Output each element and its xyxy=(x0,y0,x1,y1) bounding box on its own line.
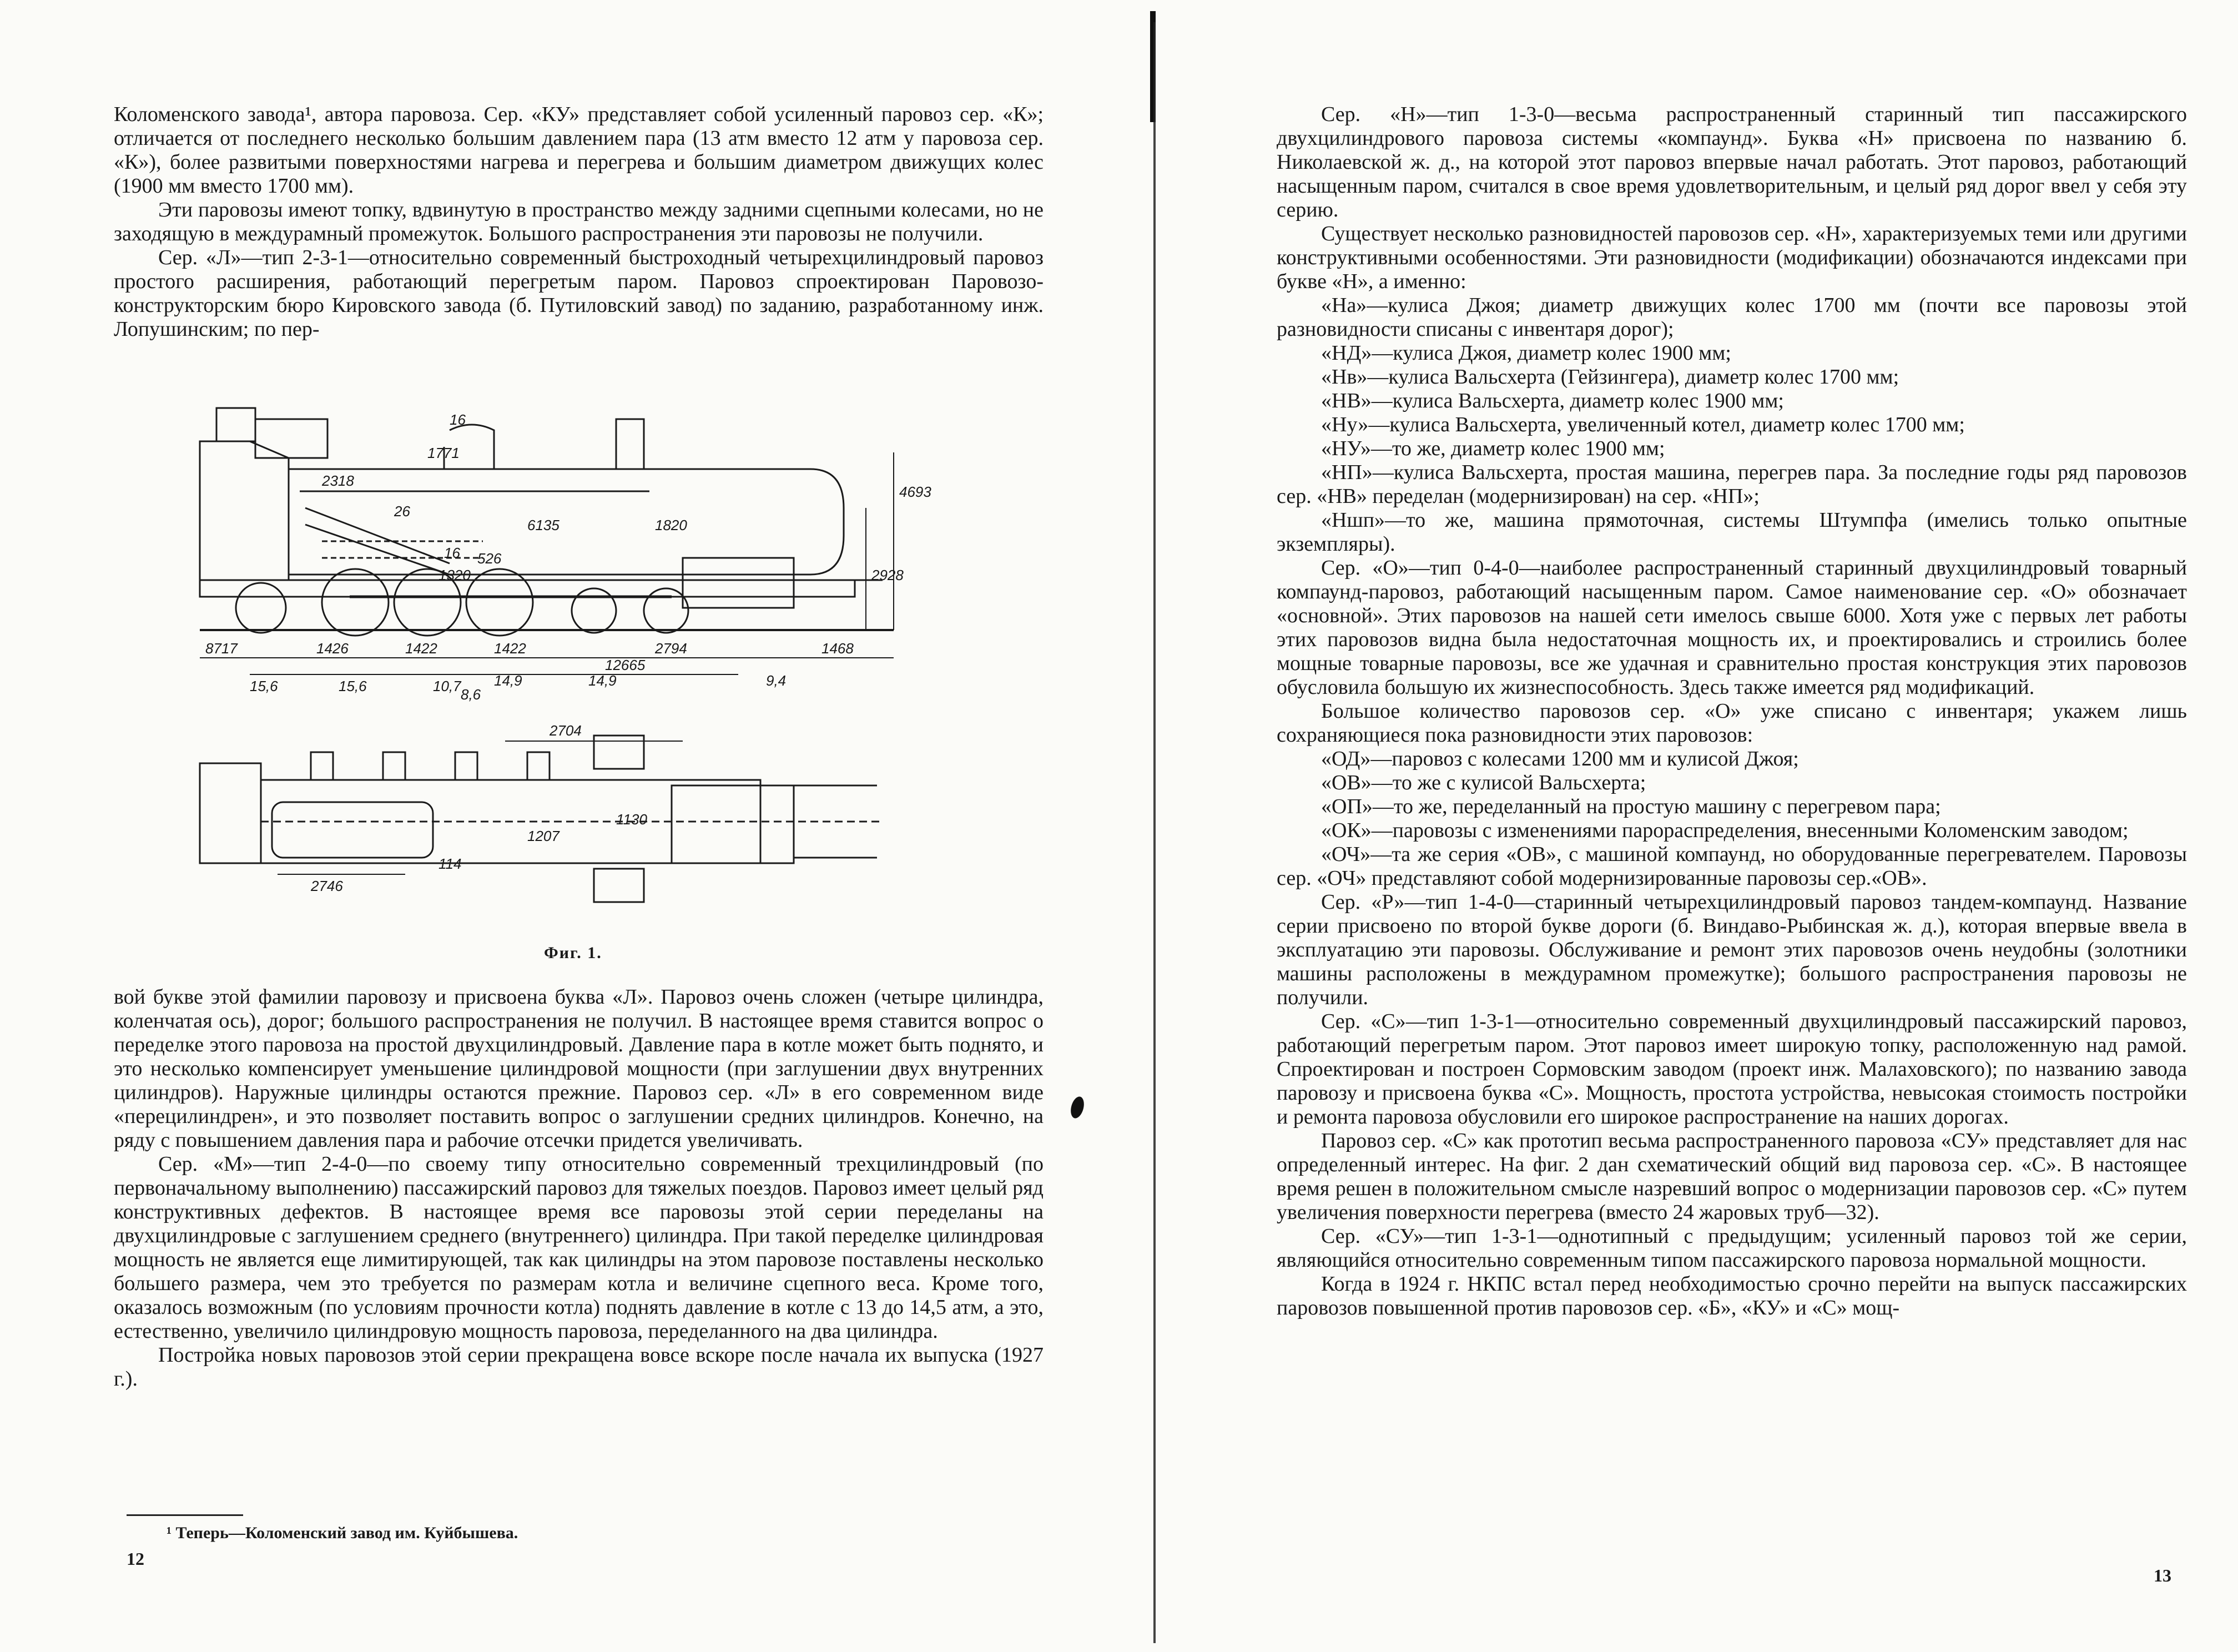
side-elevation xyxy=(200,408,894,674)
page-number: 12 xyxy=(127,1549,144,1569)
dim-label: 8717 xyxy=(205,640,238,657)
paragraph: Сер. «С»—тип 1-3-1—относительно современный двухцилиндровый пассажирский паровоз, работающий перегретым паром. Этот паровоз имеет широкую топку, расположенную над рамой. Спроектирован и построен Сормовским заводом (проект инж. Малаховского); по названию завода паровозу и присвоена буква «С». Мощность, простота устройства, невысокая стоимость постройки и ремонта паровоза обусловили его широкое распространение на наших дорогах. xyxy=(1277,1010,2187,1129)
dim-label: 16 xyxy=(444,545,460,561)
firebox-plan xyxy=(272,802,433,858)
list-item: «ОВ»—то же с кулисой Вальсхерта; xyxy=(1321,771,1646,794)
right-page xyxy=(1143,0,2238,1652)
dim-label: 2746 xyxy=(311,878,343,894)
left-bottom-text xyxy=(114,985,1044,1391)
trailing-wheel xyxy=(236,583,286,633)
paragraph: Сер. «СУ»—тип 1-3-1—однотипный с предыдущим; усиленный паровоз той же серии, являющийся относительно современным типом пассажирского паровоза нормальной мощности. xyxy=(1277,1225,2187,1272)
roof-box xyxy=(255,419,327,458)
dim-label: 2794 xyxy=(655,640,687,657)
cylinder-plan xyxy=(594,869,644,902)
paragraph: Коломенского завода¹, автора паровоза. Сер. «КУ» представляет собой усиленный паровоз сер. «К»; отличается от последнего несколько большим давлением пара (13 атм вместо 12 атм у паровоза сер. «К»), более развитыми поверхностями нагрева и перегрева и большим диаметром движущих колес (1900 мм вместо 1700 мм). xyxy=(114,103,1044,198)
dim-label: 1320 xyxy=(438,567,471,583)
paragraph: Когда в 1924 г. НКПС встал перед необходимостью срочно перейти на выпуск пассажирских паровозов повышенной против паровозов сер. «Б», «КУ» и «С» мощ- xyxy=(1277,1272,2187,1319)
dim-label: 114 xyxy=(438,855,462,872)
dim-label: 1426 xyxy=(316,640,349,657)
dim-label: 1130 xyxy=(616,811,647,828)
weight-label: 10,7 xyxy=(433,678,461,694)
chimney xyxy=(616,419,644,469)
paragraph: Сер. «М»—тип 2-4-0—по своему типу относительно современный трехцилиндровый (по первоначальному выполнению) пассажирский паровоз для тяжелых поездов. Паровоз имеет целый ряд конструктивных дефектов. В настоящее время все паровозы этой серии переделаны на двухцилиндровые с заглушением среднего (внутреннего) цилиндра. При такой переделке цилиндровая мощность не является еще лимитирующей, так как цилиндры на этом паровозе поставлены несколько большего размера, чем это требуется по размерам котла и величине сцепного веса. Кроме того, оказалось возможным (по условиям прочности котла) поднять давление в котле с 13 до 14,5 атм, а это, естественно, увеличило цилиндровую мощность паровоза, переделанного на два цилиндра. xyxy=(114,1152,1044,1343)
weight-label: 9,4 xyxy=(766,672,787,689)
wheel-plan xyxy=(383,752,405,780)
dim-label: 12665 xyxy=(605,657,646,673)
ink-blot xyxy=(1068,1095,1086,1120)
list-item: «Ну»—кулиса Вальсхерта, увеличенный котел, диаметр колес 1700 мм; xyxy=(1321,413,1965,436)
bogie-plan xyxy=(672,785,794,863)
list-item: «Нв»—кулиса Вальсхерта (Гейзингера), диаметр колес 1700 мм; xyxy=(1321,365,1899,389)
paragraph: Большое количество паровозов сер. «О» уже списано с инвентаря; укажем лишь сохраняющиеся пока разновидности этих паровозов: xyxy=(1277,699,2187,747)
list-item: «ОП»—то же, переделанный на простую машину с перегревом пара; xyxy=(1321,795,1941,818)
side-dimensions xyxy=(205,411,931,703)
paragraph: Эти паровозы имеют топку, вдвинутую в пространство между задними сцепными колесами, но не заходящую в междурамный промежуток. Большого распространения эти паровозы не получили. xyxy=(114,198,1044,245)
locomotive-drawing xyxy=(183,397,994,952)
paragraph: вой букве этой фамилии паровозу и присвоена буква «Л». Паровоз очень сложен (четыре цилиндра, коленчатая ось), дорог; большого распространения не получил. В настоящее время ставится вопрос о переделке этого паровоза на простой двухцилиндровый. Давление пара в котле может быть поднято, и это несколько компенсирует уменьшение цилиндровой мощности (при заглушении двух внутренних цилиндров). Наружные цилиндры остаются прежние. Паровоз сер. «Л» в его современном виде «перецилиндрен», и это позволяет поставить вопрос о заглушении средних цилиндров. Конечно, на ряду с повышением давления пара и рабочие отсечки придется увеличивать. xyxy=(114,985,1044,1152)
list-item: «На»—кулиса Джоя; диаметр движущих колес 1700 мм (почти все паровозы этой разновидности списаны с инвентаря дорог); xyxy=(1277,294,2187,341)
dim-label: 2318 xyxy=(322,472,354,489)
list-item: «НВ»—кулиса Вальсхерта, диаметр колес 1900 мм; xyxy=(1321,389,1784,412)
wheel-plan xyxy=(527,752,550,780)
dim-label: 1820 xyxy=(655,517,687,533)
dim-label: 4693 xyxy=(899,483,931,500)
page-number: 13 xyxy=(2154,1565,2171,1585)
figure-caption: Фиг. 1. xyxy=(544,944,602,962)
dim-label: 1207 xyxy=(527,828,560,844)
weight-label: 15,6 xyxy=(339,678,367,694)
paragraph: Сер. «Р»—тип 1-4-0—старинный четырехцилиндровый паровоз тандем-компаунд. Название серии присвоено по второй букве дороги (б. Виндаво-Рыбинская ж. д.), которая впервые ввела в эксплуатацию эти паровозы. Обслуживание и ремонт этих паровозов очень неудобны (золотники машины расположены в междурамном промежутке); большого распространения паровозы не получили. xyxy=(1277,890,2187,1009)
left-top-text xyxy=(114,103,1044,341)
cab xyxy=(200,441,289,580)
dim-label: 16 xyxy=(450,411,466,428)
cab-roof xyxy=(216,408,255,441)
bogie-wheel xyxy=(644,588,688,633)
dim-label: 2704 xyxy=(550,722,582,739)
wheel-plan xyxy=(455,752,477,780)
weight-label: 8,6 xyxy=(461,686,481,703)
bogie-wheel xyxy=(572,588,616,633)
dim-label: 6135 xyxy=(527,517,560,533)
dim-label: 1771 xyxy=(427,445,460,461)
dim-label: 1468 xyxy=(821,640,854,657)
list-item: «ОК»—паровозы с изменениями парораспределения, внесенными Коломенским заводом; xyxy=(1321,819,2129,842)
weight-label: 14,9 xyxy=(588,672,617,689)
cab-plan xyxy=(200,763,261,863)
paragraph: Сер. «Н»—тип 1-3-0—весьма распространенный старинный тип пассажирского двухцилиндрового паровоза системы «компаунд». Буква «Н» присвоена по названию б. Николаевской ж. д., на которой этот паровоз впервые начал работать. Этот паровоз, работающий насыщенным паром, считался в свое время удовлетворительным, и целый ряд дорог ввел у себя эту серию. xyxy=(1277,103,2187,221)
firebox-line xyxy=(305,508,450,563)
right-text xyxy=(1277,103,2187,1320)
dim-label: 26 xyxy=(394,503,410,520)
weight-label: 15,6 xyxy=(250,678,278,694)
footnote: ¹ Теперь—Коломенский завод им. Куйбышева. xyxy=(167,1524,518,1542)
paragraph: Существует несколько разновидностей паровозов сер. «Н», характеризуемых теми или другими конструктивными особенностями. Эти разновидности (модификации) обозначаются индексами при букве «Н», а именно: xyxy=(1277,222,2187,293)
dim-label: 1422 xyxy=(494,640,526,657)
cylinder xyxy=(683,558,794,608)
driving-wheel xyxy=(322,569,389,636)
paragraph: Сер. «Л»—тип 2-3-1—относительно современный быстроходный четырехцилиндровый паровоз простого расширения, работающий перегретым паром. Паровоз спроектирован Паровозо-конструкторским бюро Кировского завода (б. Путиловский завод) по заданию, разработанному инж. Лопушинским; по пер- xyxy=(114,246,1044,341)
footnote-rule xyxy=(127,1514,243,1516)
list-item: «НД»—кулиса Джоя, диаметр колес 1900 мм; xyxy=(1321,341,1731,365)
dim-label: 1422 xyxy=(405,640,437,657)
dim-label: 2928 xyxy=(871,567,904,583)
firebox-line xyxy=(305,525,450,575)
paragraph: Сер. «О»—тип 0-4-0—наиболее распространенный старинный двухцилиндровый товарный компаунд-паровоз, работающий насыщенным паром. Самое наименование сер. «О» обозначает «основной». Этих паровозов на нашей сети имелось свыше 6000. Хотя уже с первых лет работы этих паровозов видна была недостаточная мощность их, и проектировались и строились более мощные товарные паровозы, все же удачная и сравнительно простая конструкция этих паровозов обусловила большую их жизнеспособность. Здесь также имеется ряд модификаций. xyxy=(1277,556,2187,699)
paragraph: Паровоз сер. «С» как прототип весьма распространенного паровоза «СУ» представляет для нас определенный интерес. На фиг. 2 дан схематический общий вид паровоза сер. «С». В настоящее время решен в положительном смысле назревший вопрос о модернизации паровозов сер. «С» путем увеличения поверхности перегрева (вместо 24 жаровых труб—32). xyxy=(1277,1129,2187,1224)
list-item: «НП»—кулиса Вальсхерта, простая машина, перегрев пара. За последние годы ряд паровозов сер. «НВ» переделан (модернизирован) на сер. «НП»; xyxy=(1277,461,2187,508)
list-item: «НУ»—то же, диаметр колес 1900 мм; xyxy=(1321,437,1665,460)
dim-label: 526 xyxy=(477,550,502,567)
paragraph: Постройка новых паровозов этой серии прекращена вовсе вскоре после начала их выпуска (1927 г.). xyxy=(114,1343,1044,1391)
plan-view xyxy=(200,736,883,902)
list-item: «Ншп»—то же, машина прямоточная, системы Штумпфа (имелись только опытные экземпляры). xyxy=(1277,508,2187,556)
list-item: «ОЧ»—та же серия «ОВ», с машиной компаунд, но оборудованные перегревателем. Паровозы сер. «ОЧ» представляют собой модернизированные паровозы сер.«ОВ». xyxy=(1277,843,2187,890)
list-item: «ОД»—паровоз с колесами 1200 мм и кулисой Джоя; xyxy=(1321,747,1799,770)
driving-wheel xyxy=(466,569,533,636)
wheel-plan xyxy=(311,752,333,780)
weight-label: 14,9 xyxy=(494,672,522,689)
